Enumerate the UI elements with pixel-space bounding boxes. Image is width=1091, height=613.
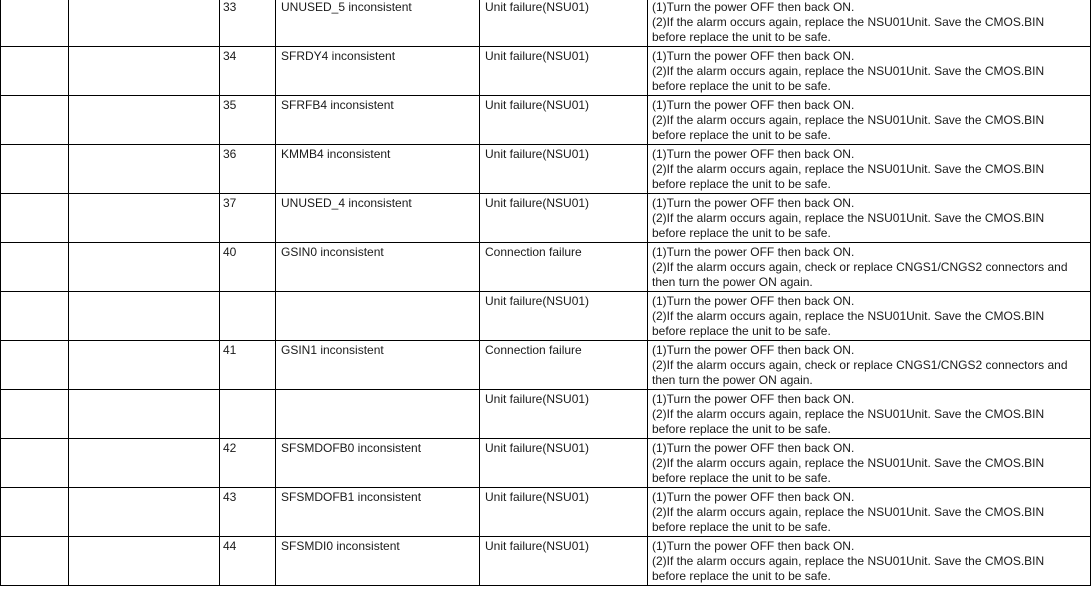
action-line: (2)If the alarm occurs again, replace the NSU01Unit. Save the CMOS.BIN: [652, 113, 1045, 128]
action-cell: [648, 292, 1091, 341]
alarm-number-cell: 44: [220, 537, 276, 586]
table-body: [1, 0, 1091, 586]
action-line: before replace the unit to be safe.: [652, 30, 831, 45]
alarm-number-cell: 37: [220, 194, 276, 243]
action-line: (1)Turn the power OFF then back ON.: [652, 0, 855, 14]
blank-cell-group: [69, 439, 220, 488]
action-line: (1)Turn the power OFF then back ON.: [652, 245, 855, 259]
action-line: (2)If the alarm occurs again, replace the NSU01Unit. Save the CMOS.BIN: [652, 162, 1045, 177]
alarm-number-cell: [220, 292, 276, 341]
cause-cell: Unit failure(NSU01): [480, 145, 648, 194]
cause-cell: Unit failure(NSU01): [480, 194, 648, 243]
action-cell: [648, 145, 1091, 194]
alarm-number-cell: 36: [220, 145, 276, 194]
blank-cell-left: [1, 341, 69, 390]
blank-cell-left: [1, 96, 69, 145]
alarm-name-cell: SFRDY4 inconsistent: [276, 47, 480, 96]
action-line: before replace the unit to be safe.: [652, 569, 831, 584]
action-line: (1)Turn the power OFF then back ON.: [652, 196, 855, 210]
action-line: (1)Turn the power OFF then back ON.: [652, 539, 855, 553]
alarm-number-cell: 35: [220, 96, 276, 145]
action-line: before replace the unit to be safe.: [652, 471, 831, 486]
action-line: before replace the unit to be safe.: [652, 177, 831, 192]
blank-cell-left: [1, 145, 69, 194]
table-row: [1, 537, 1091, 586]
alarm-name-cell: KMMB4 inconsistent: [276, 145, 480, 194]
action-line: (2)If the alarm occurs again, check or replace CNGS1/CNGS2 connectors and: [652, 260, 1068, 275]
blank-cell-left: [1, 47, 69, 96]
table-row: [1, 0, 1091, 47]
action-line: (2)If the alarm occurs again, replace the NSU01Unit. Save the CMOS.BIN: [652, 15, 1045, 30]
action-line: (1)Turn the power OFF then back ON.: [652, 147, 855, 161]
table-row: [1, 47, 1091, 96]
action-line: then turn the power ON again.: [652, 373, 813, 388]
alarm-number-cell: 41: [220, 341, 276, 390]
table-row: [1, 341, 1091, 390]
action-line: (2)If the alarm occurs again, replace the NSU01Unit. Save the CMOS.BIN: [652, 505, 1045, 520]
alarm-name-cell: [276, 390, 480, 439]
alarm-number-cell: 43: [220, 488, 276, 537]
action-line: (1)Turn the power OFF then back ON.: [652, 490, 855, 504]
blank-cell-group: [69, 243, 220, 292]
blank-cell-group: [69, 488, 220, 537]
action-cell: [648, 439, 1091, 488]
action-line: (2)If the alarm occurs again, replace the NSU01Unit. Save the CMOS.BIN: [652, 309, 1045, 324]
action-line: (2)If the alarm occurs again, check or replace CNGS1/CNGS2 connectors and: [652, 358, 1068, 373]
table-row: [1, 292, 1091, 341]
alarm-number-cell: 42: [220, 439, 276, 488]
action-cell: [648, 96, 1091, 145]
alarm-name-cell: SFSMDOFB0 inconsistent: [276, 439, 480, 488]
action-cell: [648, 341, 1091, 390]
alarm-number-cell: 33: [220, 0, 276, 47]
alarm-name-cell: UNUSED_5 inconsistent: [276, 0, 480, 47]
cause-cell: Unit failure(NSU01): [480, 488, 648, 537]
alarm-name-cell: GSIN0 inconsistent: [276, 243, 480, 292]
action-cell: [648, 537, 1091, 586]
table-row: [1, 96, 1091, 145]
action-line: (1)Turn the power OFF then back ON.: [652, 343, 855, 357]
action-line: (2)If the alarm occurs again, replace the NSU01Unit. Save the CMOS.BIN: [652, 64, 1045, 79]
action-line: (2)If the alarm occurs again, replace the NSU01Unit. Save the CMOS.BIN: [652, 407, 1045, 422]
action-line: (2)If the alarm occurs again, replace the NSU01Unit. Save the CMOS.BIN: [652, 456, 1045, 471]
action-cell: [648, 390, 1091, 439]
cause-cell: Unit failure(NSU01): [480, 390, 648, 439]
alarm-name-cell: UNUSED_4 inconsistent: [276, 194, 480, 243]
alarm-name-cell: SFSMDOFB1 inconsistent: [276, 488, 480, 537]
action-line: then turn the power ON again.: [652, 275, 813, 290]
blank-cell-group: [69, 145, 220, 194]
alarm-number-cell: 34: [220, 47, 276, 96]
action-line: before replace the unit to be safe.: [652, 520, 831, 535]
table-row: [1, 145, 1091, 194]
alarm-name-cell: [276, 292, 480, 341]
action-cell: [648, 47, 1091, 96]
blank-cell-group: [69, 341, 220, 390]
table-row: [1, 194, 1091, 243]
alarm-name-cell: SFRFB4 inconsistent: [276, 96, 480, 145]
action-cell: [648, 194, 1091, 243]
blank-cell-left: [1, 0, 69, 47]
action-line: (1)Turn the power OFF then back ON.: [652, 294, 855, 308]
action-line: (2)If the alarm occurs again, replace the NSU01Unit. Save the CMOS.BIN: [652, 211, 1045, 226]
cause-cell: Connection failure: [480, 243, 648, 292]
blank-cell-left: [1, 390, 69, 439]
cause-cell: Unit failure(NSU01): [480, 96, 648, 145]
table-row: [1, 439, 1091, 488]
action-line: (1)Turn the power OFF then back ON.: [652, 98, 855, 112]
cause-cell: Connection failure: [480, 341, 648, 390]
cause-cell: Unit failure(NSU01): [480, 47, 648, 96]
blank-cell-group: [69, 96, 220, 145]
cause-cell: Unit failure(NSU01): [480, 0, 648, 47]
blank-cell-group: [69, 47, 220, 96]
action-line: before replace the unit to be safe.: [652, 226, 831, 241]
action-line: before replace the unit to be safe.: [652, 128, 831, 143]
cause-cell: Unit failure(NSU01): [480, 537, 648, 586]
blank-cell-left: [1, 194, 69, 243]
cause-cell: Unit failure(NSU01): [480, 439, 648, 488]
blank-cell-left: [1, 292, 69, 341]
action-line: before replace the unit to be safe.: [652, 324, 831, 339]
action-line: (2)If the alarm occurs again, replace the NSU01Unit. Save the CMOS.BIN: [652, 554, 1045, 569]
action-line: before replace the unit to be safe.: [652, 79, 831, 94]
blank-cell-group: [69, 390, 220, 439]
alarm-name-cell: SFSMDI0 inconsistent: [276, 537, 480, 586]
blank-cell-left: [1, 537, 69, 586]
blank-cell-group: [69, 0, 220, 47]
table-row: [1, 390, 1091, 439]
action-line: (1)Turn the power OFF then back ON.: [652, 392, 855, 406]
blank-cell-left: [1, 488, 69, 537]
blank-cell-group: [69, 537, 220, 586]
action-cell: [648, 0, 1091, 47]
blank-cell-left: [1, 439, 69, 488]
alarm-name-cell: GSIN1 inconsistent: [276, 341, 480, 390]
action-cell: [648, 243, 1091, 292]
action-line: (1)Turn the power OFF then back ON.: [652, 49, 855, 63]
action-line: (1)Turn the power OFF then back ON.: [652, 441, 855, 455]
blank-cell-left: [1, 243, 69, 292]
table-row: [1, 243, 1091, 292]
action-cell: [648, 488, 1091, 537]
alarm-number-cell: 40: [220, 243, 276, 292]
table-row: [1, 488, 1091, 537]
action-line: before replace the unit to be safe.: [652, 422, 831, 437]
alarm-number-cell: [220, 390, 276, 439]
blank-cell-group: [69, 292, 220, 341]
blank-cell-group: [69, 194, 220, 243]
cause-cell: Unit failure(NSU01): [480, 292, 648, 341]
